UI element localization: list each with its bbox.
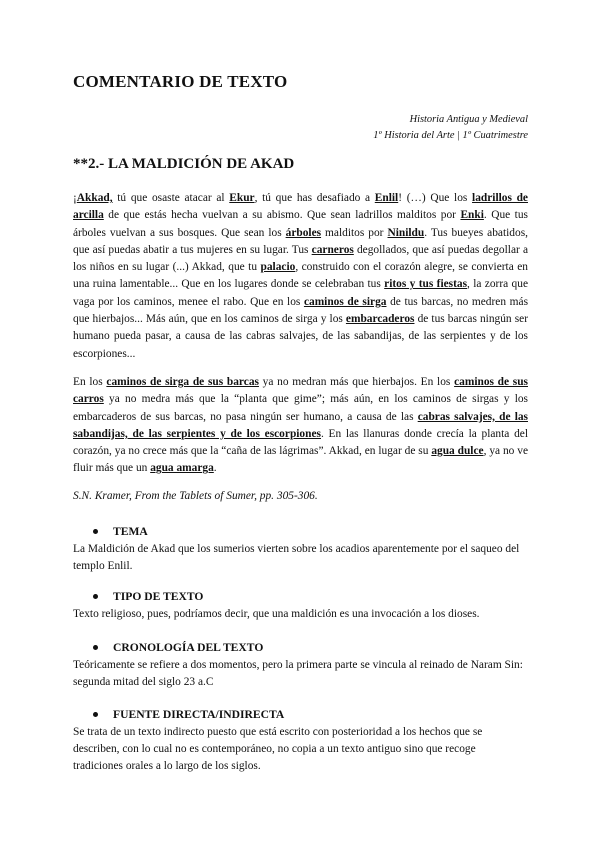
meta-course: Historia Antigua y Medieval <box>409 114 528 125</box>
passage-text: . Tus bueyes abatidos, que así puedas abatir a tus mujeres en su lugar. Tus <box>73 226 528 256</box>
passage-text: degollados, que así puedas degollar a los niños en su lugar (...) Akkad, que tu <box>73 243 528 274</box>
highlighted-term: árboles <box>285 226 322 239</box>
highlighted-term: Akkad, <box>76 192 113 204</box>
section-body: Teóricamente se refiere a dos momentos, pero la primera parte se vincula al reinado de Naram Sin: segunda mitad del siglo 23 a.C <box>73 659 523 688</box>
section-tema <box>73 525 528 575</box>
passage-text: ¡ <box>73 192 77 204</box>
section-tipo <box>73 590 528 623</box>
passage-text: malditos por <box>321 226 388 239</box>
bullet-icon <box>93 712 98 717</box>
passage-text: ! (…) Que los <box>398 192 473 204</box>
highlighted-term: Ninildu <box>387 226 425 239</box>
highlighted-term: Enki <box>460 209 484 222</box>
passage-text: , ya no ve fluir más que un <box>73 445 528 475</box>
highlighted-term: cabras salvajes, de las sabandijas, de las serpientes y de los escorpiones <box>73 410 528 440</box>
passage-text: En los <box>73 376 107 388</box>
meta-degree: 1º Historia del Arte | 1º Cuatrimestre <box>373 130 528 141</box>
highlighted-term: caminos de sus carros <box>73 376 528 406</box>
passage-text: tú que osaste atacar al <box>112 192 230 204</box>
document-meta <box>373 112 528 144</box>
passage-paragraph-1 <box>73 190 528 363</box>
highlighted-term: caminos de sirga <box>303 295 387 308</box>
highlighted-term: Enlil <box>374 192 399 204</box>
passage-text: de tus barcas, no medren más que hierbajos... Más aún, que en los caminos de sirga y los <box>73 295 528 326</box>
highlighted-term: Ekur <box>229 192 255 204</box>
section-heading: CRONOLOGÍA DEL TEXTO <box>113 641 264 654</box>
passage-text: de tus barcas ningún ser humano pueda pasar, a causa de las cabras salvajes, de las sabandijas, de las serpientes y de los escorpiones... <box>73 313 528 360</box>
highlighted-term: caminos de sirga de sus barcas <box>106 376 259 388</box>
section-body: Se trata de un texto indirecto puesto que está escrito con posterioridad a los hechos que se describen, con lo cual no es contemporáneo, no copia a un texto antiguo sino que recoge tradiciones orales a lo largo de los siglos. <box>73 726 483 772</box>
section-body: Texto religioso, pues, podríamos decir, que una maldición es una invocación a los dioses. <box>73 608 480 620</box>
bullet-icon <box>93 594 98 599</box>
section-fuente <box>73 708 528 775</box>
passage-text: . En las llanuras donde crecía la planta del corazón, ya no crece más que la “caña de las lágrimas”. Akkad, en lugar de su <box>73 427 528 458</box>
bullet-icon <box>93 529 98 534</box>
passage-text: , la zorra que vaga por los caminos, menee el rabo. Que en los <box>73 278 528 308</box>
highlighted-term: agua dulce <box>431 445 484 458</box>
section-heading: TIPO DE TEXTO <box>113 590 204 603</box>
passage-text: , tú que has desafiado a <box>254 192 375 204</box>
passage-text: ya no medran más que hierbajos. En los <box>258 376 455 388</box>
highlighted-term: carneros <box>311 243 354 256</box>
passage-text: . <box>213 462 217 475</box>
highlighted-term: agua amarga <box>150 462 214 475</box>
section-subtitle: **2.- LA MALDICIÓN DE AKAD <box>73 156 295 172</box>
section-heading: TEMA <box>113 525 148 538</box>
document-title: COMENTARIO DE TEXTO <box>73 72 288 91</box>
passage-text: , construido con el corazón alegre, se convierta en una ruina lamentable... Que en los lugares donde se celebraban tus <box>73 261 528 291</box>
passage-text: de que estás hecha vuelvan a su abismo. Que sean ladrillos malditos por <box>103 209 461 222</box>
section-cronologia <box>73 641 528 691</box>
passage-citation: S.N. Kramer, From the Tablets of Sumer, pp. 305-306. <box>73 490 318 502</box>
highlighted-term: embarcaderos <box>345 313 415 326</box>
highlighted-term: palacio <box>260 261 296 274</box>
section-heading: FUENTE DIRECTA/INDIRECTA <box>113 708 285 721</box>
bullet-icon <box>93 645 98 650</box>
passage-text: ya no medra más que la “planta que gime”; más aún, en los caminos de sirgas y los embarcaderos de sus barcas, no pasa ningún ser humano, a causa de las <box>73 393 528 423</box>
passage-paragraph-2 <box>73 374 528 478</box>
section-body: La Maldición de Akad que los sumerios vierten sobre los acadios aparentemente por el saqueo del templo Enlil. <box>73 543 520 572</box>
passage-text: . Que tus árboles vuelvan a sus bosques. Que sean los <box>73 209 528 239</box>
highlighted-term: ritos y tus fiestas <box>384 278 468 291</box>
highlighted-term: ladrillos de arcilla <box>73 192 528 222</box>
